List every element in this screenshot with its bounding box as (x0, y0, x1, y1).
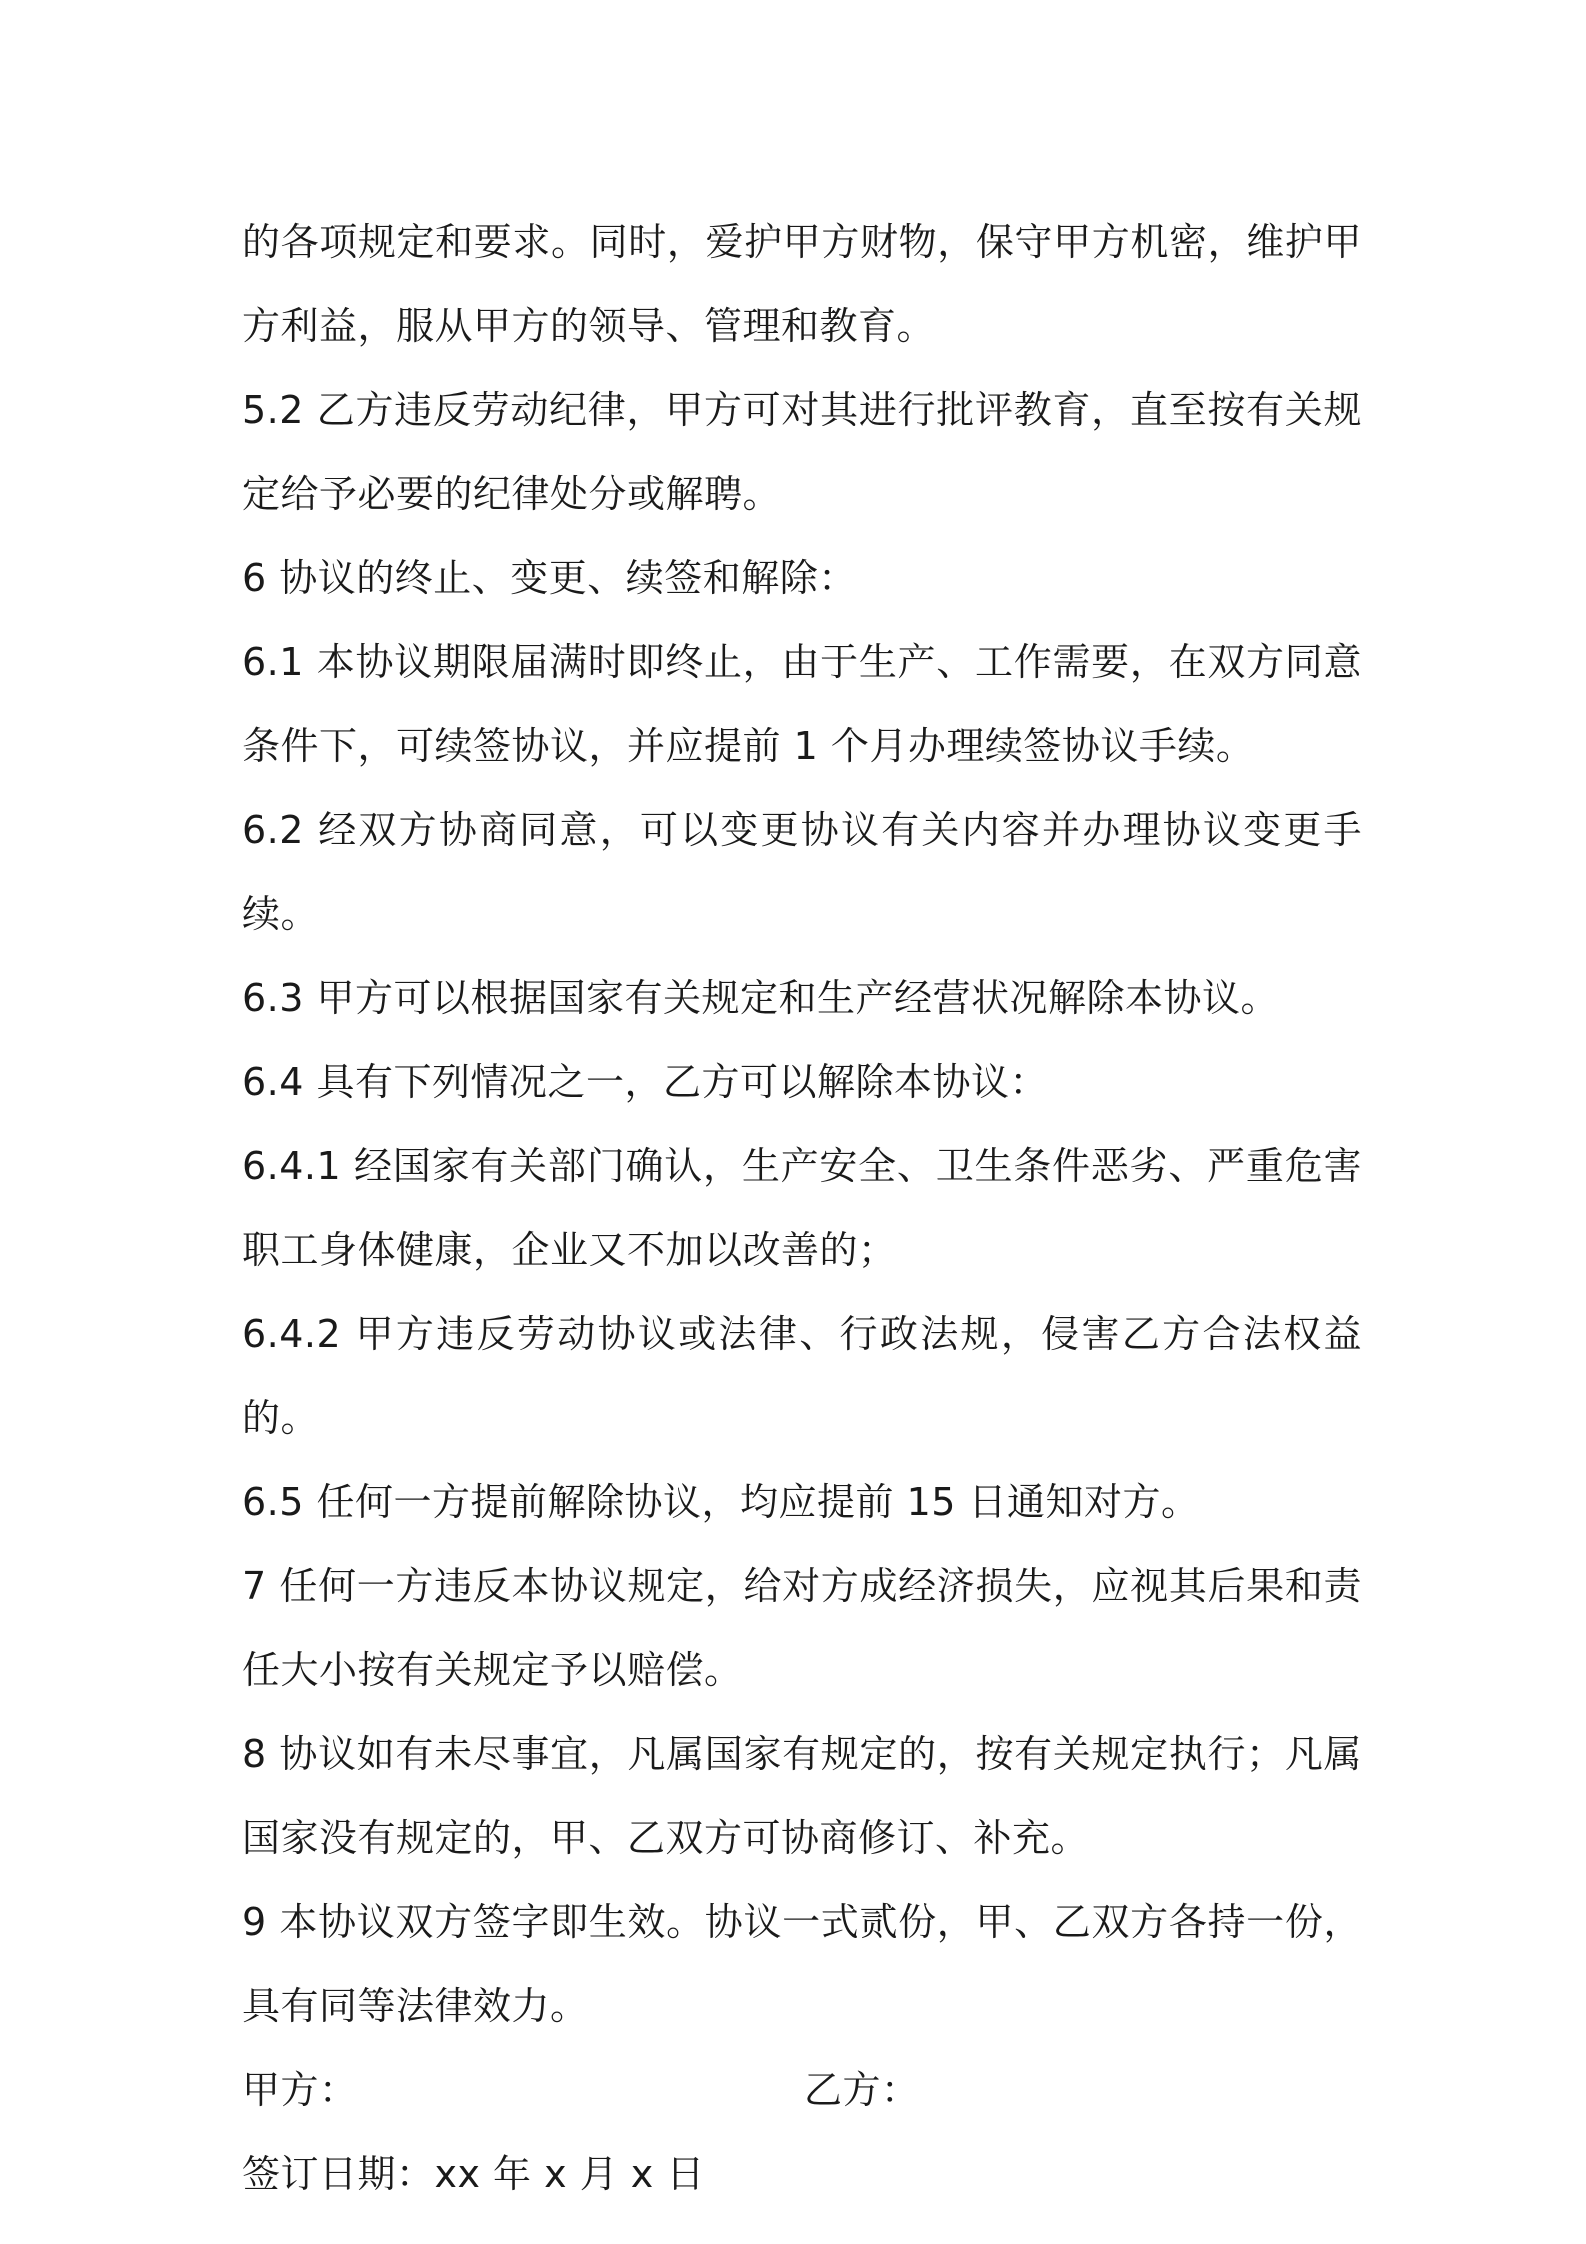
paragraph-6-4: 6.4 具有下列情况之一，乙方可以解除本协议： (242, 1060, 1049, 1104)
paragraph-8: 8 协议如有未尽事宜，凡属国家有规定的，按有关规定执行；凡属国家没有规定的，甲、乙双方可协商修订、补充。 (242, 1732, 1362, 1860)
party-a-signature-label: 甲方： (242, 2068, 358, 2112)
paragraph-6-1: 6.1 本协议期限届满时即终止，由于生产、工作需要，在双方同意条件下，可续签协议，并应提前 1 个月办理续签协议手续。 (242, 640, 1362, 768)
paragraph-duties-continued: 的各项规定和要求。同时，爱护甲方财物，保守甲方机密，维护甲方利益，服从甲方的领导、管理和教育。 (242, 220, 1362, 348)
paragraph-6-3: 6.3 甲方可以根据国家有关规定和生产经营状况解除本协议。 (242, 976, 1280, 1020)
paragraph-6-2: 6.2 经双方协商同意，可以变更协议有关内容并办理协议变更手续。 (242, 808, 1362, 936)
paragraph-6-5: 6.5 任何一方提前解除协议，均应提前 15 日通知对方。 (242, 1480, 1200, 1524)
paragraph-9: 9 本协议双方签字即生效。协议一式贰份，甲、乙双方各持一份，具有同等法律效力。 (242, 1900, 1362, 2028)
paragraph-5-2: 5.2 乙方违反劳动纪律，甲方可对其进行批评教育，直至按有关规定给予必要的纪律处分或解聘。 (242, 388, 1362, 516)
paragraph-7: 7 任何一方违反本协议规定，给对方成经济损失，应视其后果和责任大小按有关规定予以赔偿。 (242, 1564, 1362, 1692)
paragraph-6-heading: 6 协议的终止、变更、续签和解除： (242, 556, 857, 600)
paragraph-6-4-1: 6.4.1 经国家有关部门确认，生产安全、卫生条件恶劣、严重危害职工身体健康，企业又不加以改善的； (242, 1144, 1362, 1272)
signing-date: 签订日期：xx 年 x 月 x 日 (242, 2152, 705, 2196)
party-b-signature-label: 乙方： (804, 2068, 920, 2112)
paragraph-6-4-2: 6.4.2 甲方违反劳动协议或法律、行政法规，侵害乙方合法权益的。 (242, 1312, 1362, 1440)
signature-row (242, 2048, 1362, 2132)
document-body (242, 200, 1362, 2216)
